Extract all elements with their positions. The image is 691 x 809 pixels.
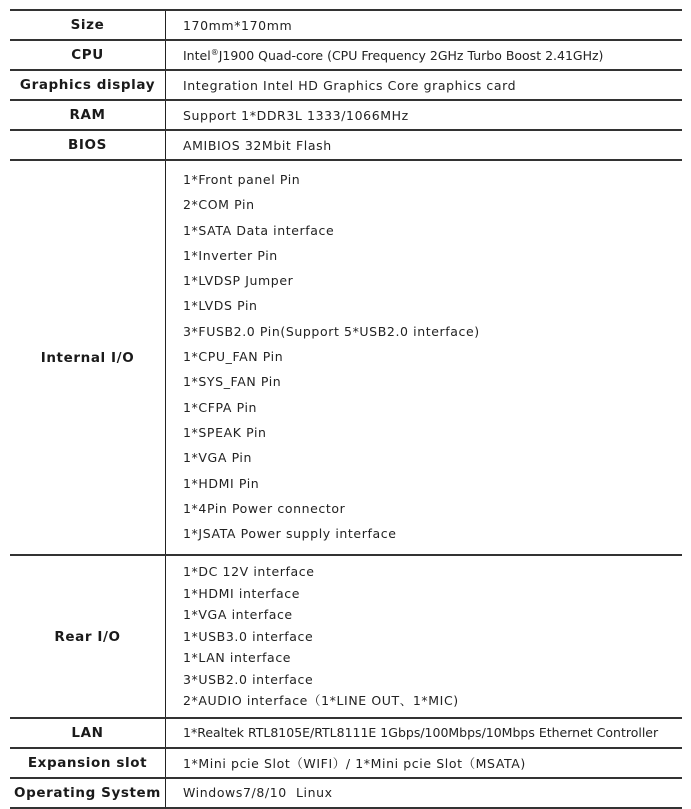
row-cpu: [10, 40, 682, 70]
label-size: Size: [10, 10, 166, 40]
list-item: 1*USB3.0 interface: [183, 628, 314, 644]
value-os: Windows7/8/10 Linux: [183, 785, 333, 801]
label-graphics: Graphics display: [10, 70, 166, 100]
cpu-detail: J1900 Quad-core (CPU Frequency 2GHz Turbo Boost 2.41GHz): [218, 47, 604, 63]
registered-mark: ®: [210, 47, 219, 57]
value-graphics: Integration Intel HD Graphics Core graphics card: [183, 77, 517, 93]
value-internal-io: [166, 160, 683, 555]
list-item: 1*HDMI interface: [183, 585, 301, 601]
row-graphics: [10, 70, 682, 100]
list-item: 1*SATA Data interface: [183, 222, 335, 238]
internal-io-list: [183, 161, 682, 554]
cpu-brand: Intel: [183, 47, 211, 63]
row-size: [10, 10, 682, 40]
list-item: 1*JSATA Power supply interface: [183, 526, 397, 542]
list-item: 1*LAN interface: [183, 650, 292, 666]
list-item: 1*Inverter Pin: [183, 247, 278, 263]
list-item: 1*SPEAK Pin: [183, 424, 267, 440]
value-lan: 1*Realtek RTL8105E/RTL8111E 1Gbps/100Mbps/10Mbps Ethernet Controller: [183, 725, 659, 741]
value-bios: AMIBIOS 32Mbit Flash: [183, 137, 332, 153]
rear-io-list: [183, 556, 682, 717]
list-item: 1*4Pin Power connector: [183, 500, 346, 516]
list-item: 1*VGA interface: [183, 607, 293, 623]
label-lan: LAN: [10, 718, 166, 748]
list-item: 1*CFPA Pin: [183, 399, 258, 415]
label-bios: BIOS: [10, 130, 166, 160]
list-item: 2*COM Pin: [183, 197, 255, 213]
value-expansion: 1*Mini pcie Slot（WIFI）/ 1*Mini pcie Slot（MSATA): [183, 755, 526, 771]
list-item: 1*HDMI Pin: [183, 475, 260, 491]
value-ram: Support 1*DDR3L 1333/1066MHz: [183, 107, 409, 123]
label-expansion: Expansion slot: [10, 748, 166, 778]
label-internal-io: Internal I/O: [10, 160, 166, 555]
row-internal-io: [10, 160, 682, 555]
list-item: 1*CPU_FAN Pin: [183, 349, 284, 365]
row-os: [10, 778, 682, 808]
row-rear-io: [10, 555, 682, 718]
value-size: 170mm*170mm: [183, 17, 293, 33]
list-item: 1*LVDS Pin: [183, 298, 258, 314]
row-ram: [10, 100, 682, 130]
label-rear-io: Rear I/O: [10, 555, 166, 718]
value-rear-io: [166, 555, 683, 718]
list-item: 1*LVDSP Jumper: [183, 273, 294, 289]
row-lan: [10, 718, 682, 748]
list-item: 3*FUSB2.0 Pin(Support 5*USB2.0 interface): [183, 323, 480, 339]
list-item: 1*DC 12V interface: [183, 564, 315, 580]
list-item: 2*AUDIO interface（1*LINE OUT、1*MIC): [183, 693, 459, 709]
label-ram: RAM: [10, 100, 166, 130]
label-os: Operating System: [10, 778, 166, 808]
list-item: 1*VGA Pin: [183, 450, 253, 466]
spec-table: [10, 9, 682, 809]
value-cpu: [166, 40, 683, 70]
list-item: 1*SYS_FAN Pin: [183, 374, 282, 390]
list-item: 1*Front panel Pin: [183, 172, 301, 187]
list-item: 3*USB2.0 interface: [183, 671, 314, 687]
row-expansion: [10, 748, 682, 778]
label-cpu: CPU: [10, 40, 166, 70]
row-bios: [10, 130, 682, 160]
